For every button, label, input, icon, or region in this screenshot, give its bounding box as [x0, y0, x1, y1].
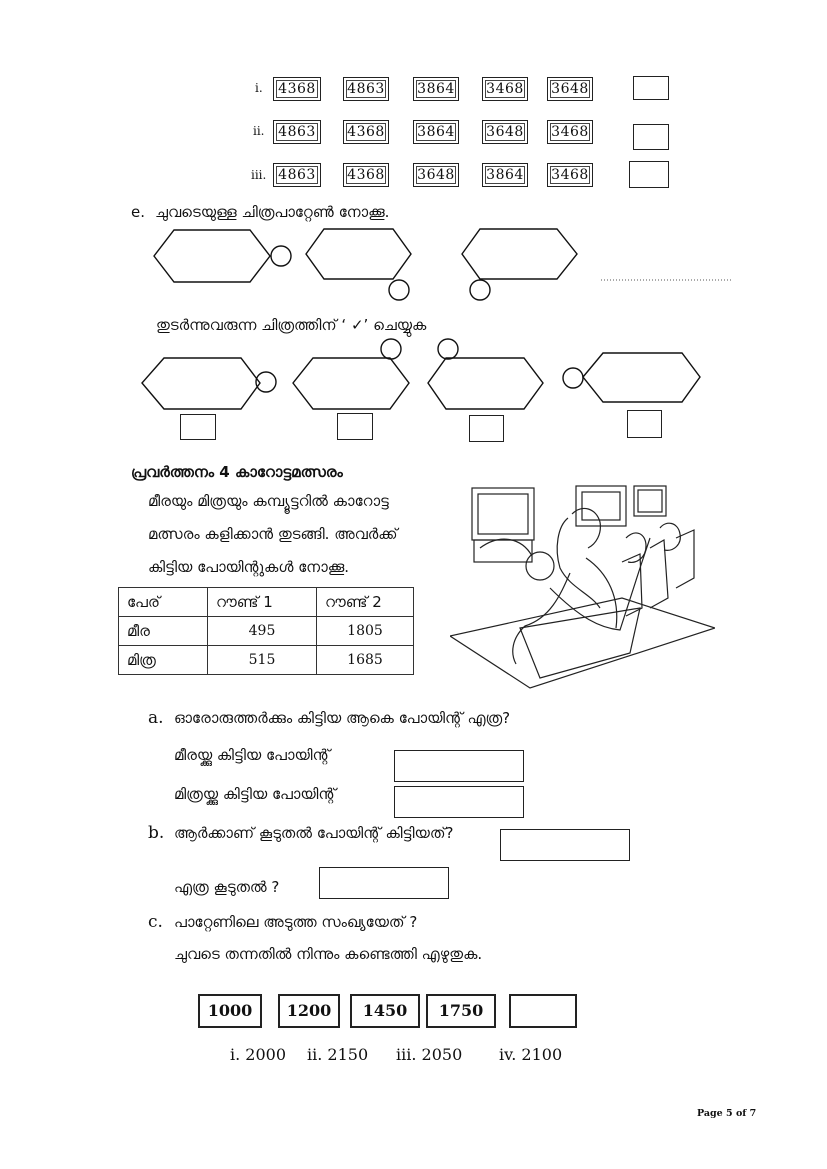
pattern-number-box: 1450 [350, 994, 420, 1028]
number-box: 4863 [273, 120, 321, 144]
table-cell: 1685 [317, 646, 414, 675]
number-box: 3864 [413, 120, 459, 144]
circle-shape [271, 246, 291, 266]
question-a-sub2: മിത്രയ്ക്കു കിട്ടിയ പോയിന്റ് [174, 785, 336, 803]
table-header: റൗണ്ട് 2 [317, 588, 414, 617]
question-b-text: ആർക്കാണ് കൂടുതൽ പോയിന്റ് കിട്ടിയത്? [174, 824, 454, 842]
section-e-letter: e. [131, 203, 145, 221]
hexagon-shape [462, 229, 577, 279]
table-row [119, 617, 414, 646]
question-c-letter: c. [148, 912, 163, 932]
row-label-iii: iii. [251, 168, 267, 182]
number-box: 4863 [343, 77, 389, 101]
number-box: 4368 [343, 120, 389, 144]
hexagon-shape [583, 353, 700, 402]
pattern-number-box: 1200 [278, 994, 340, 1028]
page-number: Page 5 of 7 [697, 1108, 757, 1119]
activity-line-2: മത്സരം കളിക്കാൻ തുടങ്ങി. അവർക്ക് [148, 525, 398, 543]
table-header: പേര് [119, 588, 208, 617]
number-box: 3648 [482, 120, 528, 144]
table-cell: 515 [208, 646, 317, 675]
pattern-number-box: 1750 [426, 994, 496, 1028]
number-box: 3648 [547, 77, 593, 101]
number-box: 3468 [547, 120, 593, 144]
activity-line-1: മീരയും മിത്രയും കമ്പ്യൂട്ടറിൽ കാറോട്ട [148, 492, 389, 510]
number-box: 4863 [273, 163, 321, 187]
section-e-instruction: ചുവടെയുള്ള ചിത്രപാറ്റേൺ നോക്കൂ. [155, 203, 390, 221]
circle-shape [389, 280, 409, 300]
tick-box-1[interactable] [180, 414, 216, 440]
question-b-sub: എത്ര കൂടുതൽ ? [174, 878, 280, 896]
option-iv: iv. 2100 [499, 1045, 563, 1064]
table-header-row [119, 588, 414, 617]
table-header: റൗണ്ട് 1 [208, 588, 317, 617]
table-row [119, 646, 414, 675]
pattern-answer-box[interactable] [509, 994, 577, 1028]
circle-shape [563, 368, 583, 388]
tick-box-4[interactable] [627, 410, 662, 438]
option-ii: ii. 2150 [307, 1045, 369, 1064]
table-cell: 1805 [317, 617, 414, 646]
number-box: 3468 [482, 77, 528, 101]
hexagon-shape [428, 358, 543, 409]
section-e-instruction-2: തുടർന്നുവരുന്ന ചിത്രത്തിന് ‘ ✓’ ചെയ്യുക [156, 316, 427, 334]
number-box: 3864 [413, 77, 459, 101]
question-c-text: പാറ്റേണിലെ അടുത്ത സംഖ്യയേത് ? [174, 913, 418, 931]
activity-title: പ്രവർത്തനം 4 കാറോട്ടമത്സരം [131, 463, 343, 481]
table-cell: മീര [119, 617, 208, 646]
hexagon-shape [306, 229, 411, 279]
question-c-sub: ചുവടെ തന്നതിൽ നിന്നും കണ്ടെത്തി എഴുതുക. [174, 945, 483, 963]
hexagon-shape [154, 230, 270, 282]
how-much-more-input[interactable] [319, 867, 449, 899]
points-table [118, 587, 414, 675]
table-cell: മിത്ര [119, 646, 208, 675]
number-box: 3648 [413, 163, 459, 187]
question-a-letter: a. [148, 708, 164, 728]
tick-box-2[interactable] [337, 413, 373, 440]
number-box: 4368 [273, 77, 321, 101]
option-i: i. 2000 [230, 1045, 287, 1064]
meera-points-input[interactable] [394, 750, 524, 782]
question-a-text: ഓരോരുത്തർക്കും കിട്ടിയ ആകെ പോയിന്റ് എത്ര? [174, 709, 511, 727]
number-box: 3864 [482, 163, 528, 187]
option-iii: iii. 2050 [396, 1045, 463, 1064]
row-label-ii: ii. [253, 124, 265, 138]
mithra-points-input[interactable] [394, 786, 524, 818]
car-racing-illustration [450, 478, 715, 696]
hexagon-pattern-figures [0, 0, 827, 460]
question-b-letter: b. [148, 823, 165, 843]
pattern-number-box: 1000 [198, 994, 262, 1028]
number-box: 3468 [547, 163, 593, 187]
who-more-input[interactable] [500, 829, 630, 861]
circle-shape [470, 280, 490, 300]
circle-shape [381, 339, 401, 359]
number-box: 4368 [343, 163, 389, 187]
activity-line-3: കിട്ടിയ പോയിന്റുകൾ നോക്കൂ. [148, 558, 350, 576]
tick-box-3[interactable] [469, 415, 504, 442]
circle-shape [438, 339, 458, 359]
table-cell: 495 [208, 617, 317, 646]
question-a-sub1: മീരയ്ക്കു കിട്ടിയ പോയിന്റ് [174, 746, 331, 764]
hexagon-shape [293, 358, 409, 409]
hexagon-shape [142, 358, 260, 409]
row-label-i: i. [255, 81, 263, 95]
